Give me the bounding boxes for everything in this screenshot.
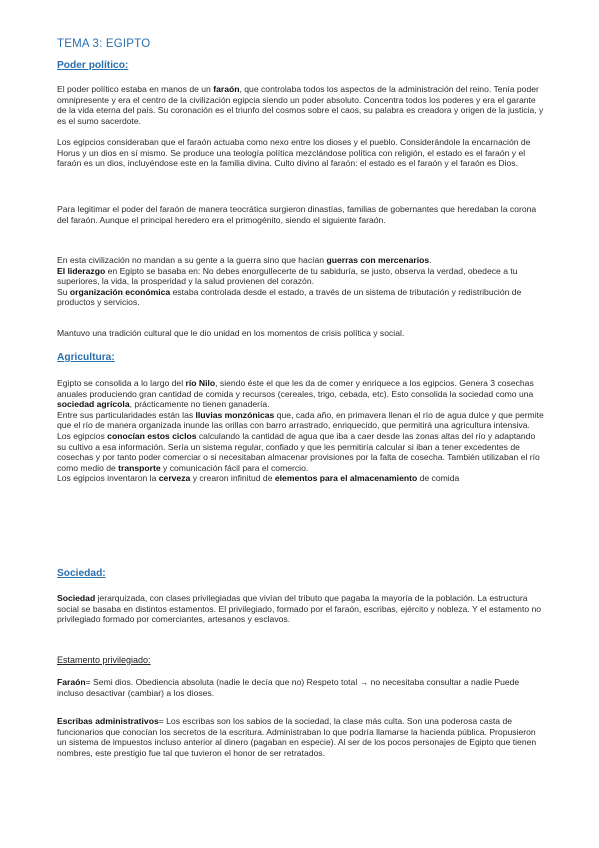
heading-poder-politico: Poder político:	[57, 60, 129, 71]
agricultura-paragraph-1: Egipto se consolida a lo largo del río Nilo, siendo éste el que les da de comer y enriquece a los egipcios. Genera 3 cosechas anuales produciendo gran cantidad de comida y recursos (cereales, trigo, cebada, etc). Esto consolida la sociedad como una sociedad agrícola, prácticamente no tienen ganadería. Entre sus particularidades están las lluvias monzónicas que, cada año, en primavera llenan el río de agua dulce y que permite que el río de manera organizada inunde las orillas con barro arrastrado, enriquecido, que permitirá una agricultura intensiva. Los egipcios conocían estos ciclos calculando la cantidad de agua que iba a caer desde las zonas altas del río y adaptando su cultivo a esa información. Sería un sistema regular, confiado y que les permitiría calcular si iban a tener excedentes de cosechas y por tanto poder comerciar o si necesitaban almacenar provisiones por la falta de cosecha. También utilizaban el río como medio de transporte y comunicación fácil para el comercio. Los egipcios inventaron la cerveza y crearon infinitud de elementos para el almacenamiento de comida	[57, 378, 544, 484]
heading-sociedad: Sociedad:	[57, 568, 106, 579]
poder-paragraph-3: Para legitimar el poder del faraón de manera teocrática surgieron dinastías, familias de gobernantes que heredaban la corona del faraón. Aunque el principal heredero era el primogénito, siendo el siguiente faraón.	[57, 204, 537, 225]
poder-paragraph-1: El poder político estaba en manos de un faraón, que controlaba todos los aspectos de la administración del reino. Tenía poder omnipresente y era el centro de la civilización egipcia siendo un poder absoluto. Concentra todos los poderes y era el garante de la vida eterna del país. Su coronación es el triunfo del cosmos sobre el caos, su palabra es creadora y origen de la justicia, y es el sumo sacerdote.	[57, 84, 544, 126]
poder-paragraph-2: Los egipcios consideraban que el faraón actuaba como nexo entre los dioses y el pueblo. Considerándole la encarnación de Horus y un dios en sí mismo. Se produce una teología política mezclándose política con religión, el estado es el faraón y el faraón es un dios, incluyéndose este en la familia divina. Culto divino al faraón: el estado es el faraón y el faraón es Dios.	[57, 137, 531, 169]
sociedad-paragraph-escribas: Escribas administrativos= Los escribas son los sabios de la sociedad, la clase más culta. Son una poderosa casta de funcionarios que conocían los secretos de la escritura. Administraban lo que podría llamarse la hacienda pública. Propusieron un sistema de impuestos incluso anterior al dinero (pagaban en especie). Al ser de los pocos personajes de Egipto que tienen nombres, este prestigio fue tal que tuvieron el honor de ser retratados.	[57, 716, 537, 758]
sociedad-paragraph-faraon: Faraón= Semi dios. Obediencia absoluta (nadie le decía que no) Respeto total → no necesitaba consultar a nadie Puede incluso desactivar (cambiar) a los dioses.	[57, 677, 520, 698]
document-title: TEMA 3: EGIPTO	[57, 38, 151, 50]
sociedad-paragraph-1: Sociedad jerarquizada, con clases privilegiadas que vivían del tributo que pagaba la mayoría de la población. La estructura social se basaba en distintos estamentos. El privilegiado, formado por el faraón, escribas, ejército y nobleza. Y el estamento no privilegiado formado por comerciantes, artesanos y esclavos.	[57, 593, 542, 625]
subheading-estamento-privilegiado: Estamento privilegiado:	[57, 655, 151, 665]
poder-paragraph-7: Mantuvo una tradición cultural que le dio unidad en los momentos de crisis política y social.	[57, 328, 405, 338]
poder-paragraph-4: En esta civilización no mandan a su gente a la guerra sino que hacían guerras con mercenarios. El liderazgo en Egipto se basaba en: No debes enorgullecerte de tu sabiduría, se justo, observa la verdad, obedece a tu superiores, la vida, la prosperidad y la salud provienen del corazón. Su organización económica estaba controlada desde el estado, a través de un sistema de tributación y redistribución de productos y servicios.	[57, 255, 522, 308]
heading-agricultura: Agricultura:	[57, 352, 115, 363]
